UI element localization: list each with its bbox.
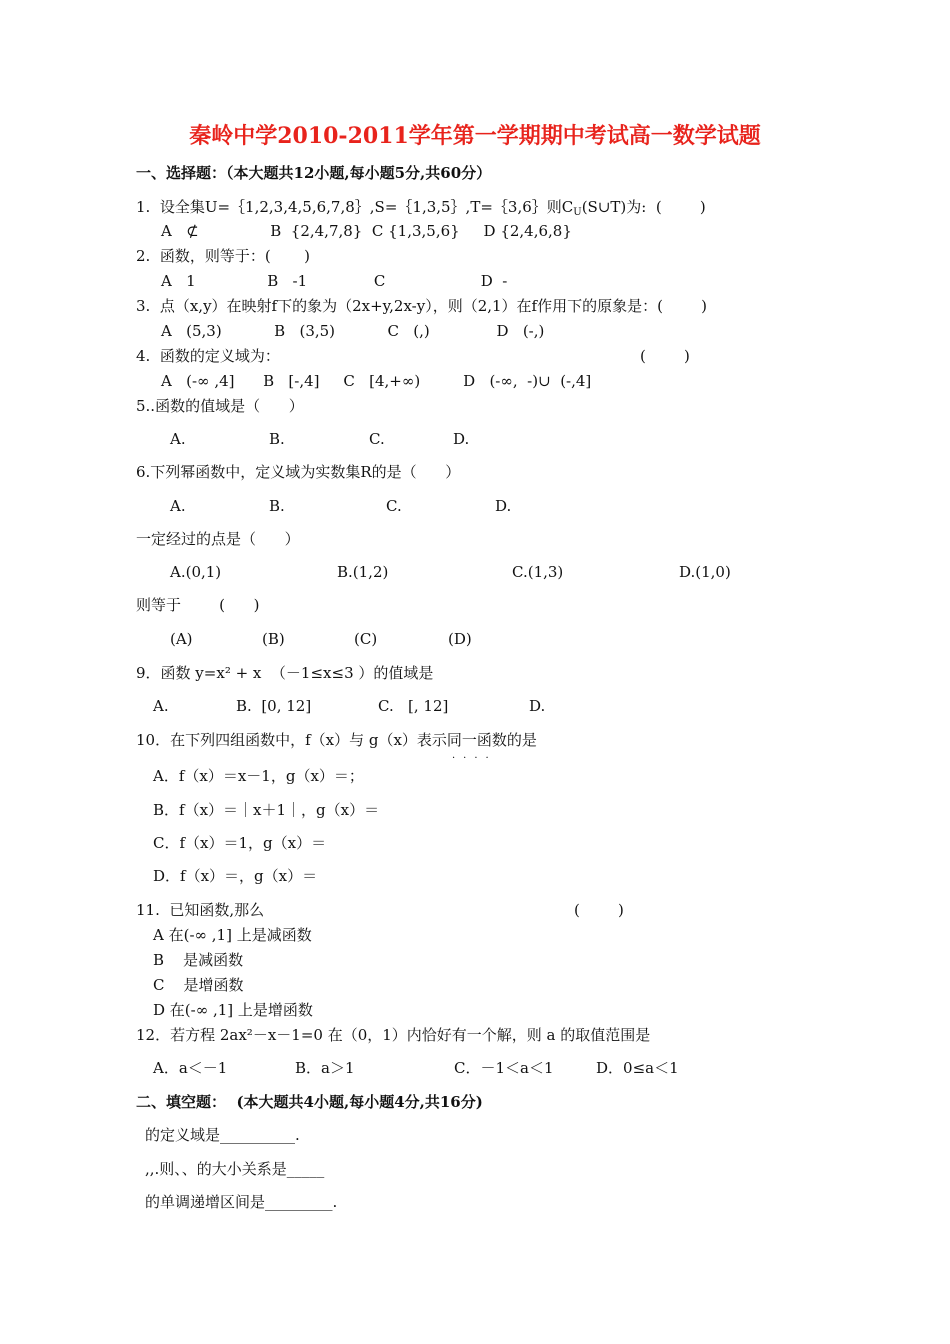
question-12-option-a: A．a＜－1 [153, 1059, 228, 1077]
question-1-options: A ⊄ B {2,4,7,8} C {1,3,5,6} D {2,4,6,8} [161, 222, 572, 240]
question-12-option-b: B．a＞1 [295, 1059, 355, 1077]
question-11-answer-blank: ( ) [574, 901, 624, 919]
question-11-option-a: A 在(-∞ ,1] 上是减函数 [153, 926, 312, 944]
question-6-option-b: B. [269, 497, 285, 515]
question-12-option-c: C．－1＜a＜1 [454, 1059, 554, 1077]
section-header-fill-in: 二、填空题： (本大题共4小题,每小题4分,共16分) [136, 1093, 483, 1111]
question-10-option-a: A．f（x）＝x－1，g（x）＝； [153, 767, 364, 785]
question-6-option-d: D. [495, 497, 512, 515]
question-5-option-d: D. [453, 430, 470, 448]
question-5-option-b: B. [269, 430, 285, 448]
question-5-option-a: A. [170, 430, 186, 448]
question-4-options: A (-∞ ,4] B [-,4] C [4,+∞) D (-∞, -)∪ (-,4] [161, 372, 592, 390]
emphasis-dots: ···· [452, 753, 497, 764]
question-1-subscript: U [573, 207, 582, 218]
question-5: 5..函数的值域是（ ） [136, 397, 304, 415]
question-1 [136, 197, 706, 223]
question-9-option-b: B. [0, 12] [236, 697, 312, 715]
question-8-option-c: (C) [354, 630, 378, 648]
question-12-option-d: D．0≤a＜1 [596, 1059, 679, 1077]
question-5-option-c: C. [369, 430, 385, 448]
question-12: 12．若方程 2ax²－x－1=0 在（0，1）内恰好有一个解，则 a 的取值范围是 [136, 1026, 651, 1044]
question-2-options: A 1 B -1 C D - [161, 272, 508, 290]
exam-title: 秦岭中学2010-2011学年第一学期期中考试高一数学试题 [189, 123, 761, 149]
question-10-option-b: B．f（x）＝｜x＋1｜，g（x）＝ [153, 801, 380, 819]
question-3: 3. 点（x,y）在映射f下的象为（2x+y,2x-y），则（2,1）在f作用下的原象是：( ) [136, 297, 707, 315]
question-11-option-d: D 在(-∞ ,1] 上是增函数 [153, 1001, 313, 1019]
question-4-answer-blank: ( ) [640, 347, 690, 365]
question-6-option-c: C. [386, 497, 402, 515]
question-7-option-d: D.(1,0) [679, 563, 731, 581]
question-6-option-a: A. [170, 497, 186, 515]
fill-in-question-15: 的单调递增区间是_________. [145, 1193, 338, 1211]
question-1-stem: 1. 设全集U=｛1,2,3,4,5,6,7,8｝,S=｛1,3,5｝,T=｛3,6｝则C [136, 198, 574, 216]
fill-in-question-13: 的定义域是__________. [145, 1126, 300, 1144]
fill-in-question-14: ,,.则、、的大小关系是_____ [145, 1160, 325, 1178]
question-11-option-c: C 是增函数 [153, 976, 244, 994]
question-8-option-a: (A) [170, 630, 193, 648]
question-9-option-c: C. [, 12] [378, 697, 449, 715]
question-11: 11. 已知函数,那么 [136, 901, 265, 919]
question-7: 一定经过的点是（ ） [136, 530, 300, 548]
question-3-options: A (5,3) B (3,5) C (,) D (-,) [161, 322, 545, 340]
question-7-option-c: C.(1,3) [512, 563, 564, 581]
question-8-option-d: (D) [448, 630, 472, 648]
question-10-option-d: D．f（x）＝，g（x）＝ [153, 867, 318, 885]
question-10: 10．在下列四组函数中，f（x）与 g（x）表示同一函数的是 [136, 731, 537, 749]
question-9-option-a: A. [153, 697, 169, 715]
question-7-option-b: B.(1,2) [337, 563, 389, 581]
question-8: 则等于 ( ) [136, 596, 260, 614]
question-1-tail: (S∪T)为: ( ) [581, 198, 706, 216]
question-10-option-c: C．f（x）＝1，g（x）＝ [153, 834, 327, 852]
question-6: 6.下列幂函数中，定义域为实数集R的是（ ） [136, 463, 461, 481]
question-2: 2. 函数，则等于：( ) [136, 247, 310, 265]
question-7-option-a: A.(0,1) [170, 563, 222, 581]
question-8-option-b: (B) [262, 630, 285, 648]
question-4: 4. 函数的定义域为： [136, 347, 280, 365]
question-9: 9．函数 y=x² + x （－1≤x≤3 ）的值域是 [136, 664, 434, 682]
question-9-option-d: D. [529, 697, 546, 715]
section-header-multiple-choice: 一、选择题：（本大题共12小题,每小题5分,共60分） [136, 164, 492, 182]
question-11-option-b: B 是减函数 [153, 951, 244, 969]
